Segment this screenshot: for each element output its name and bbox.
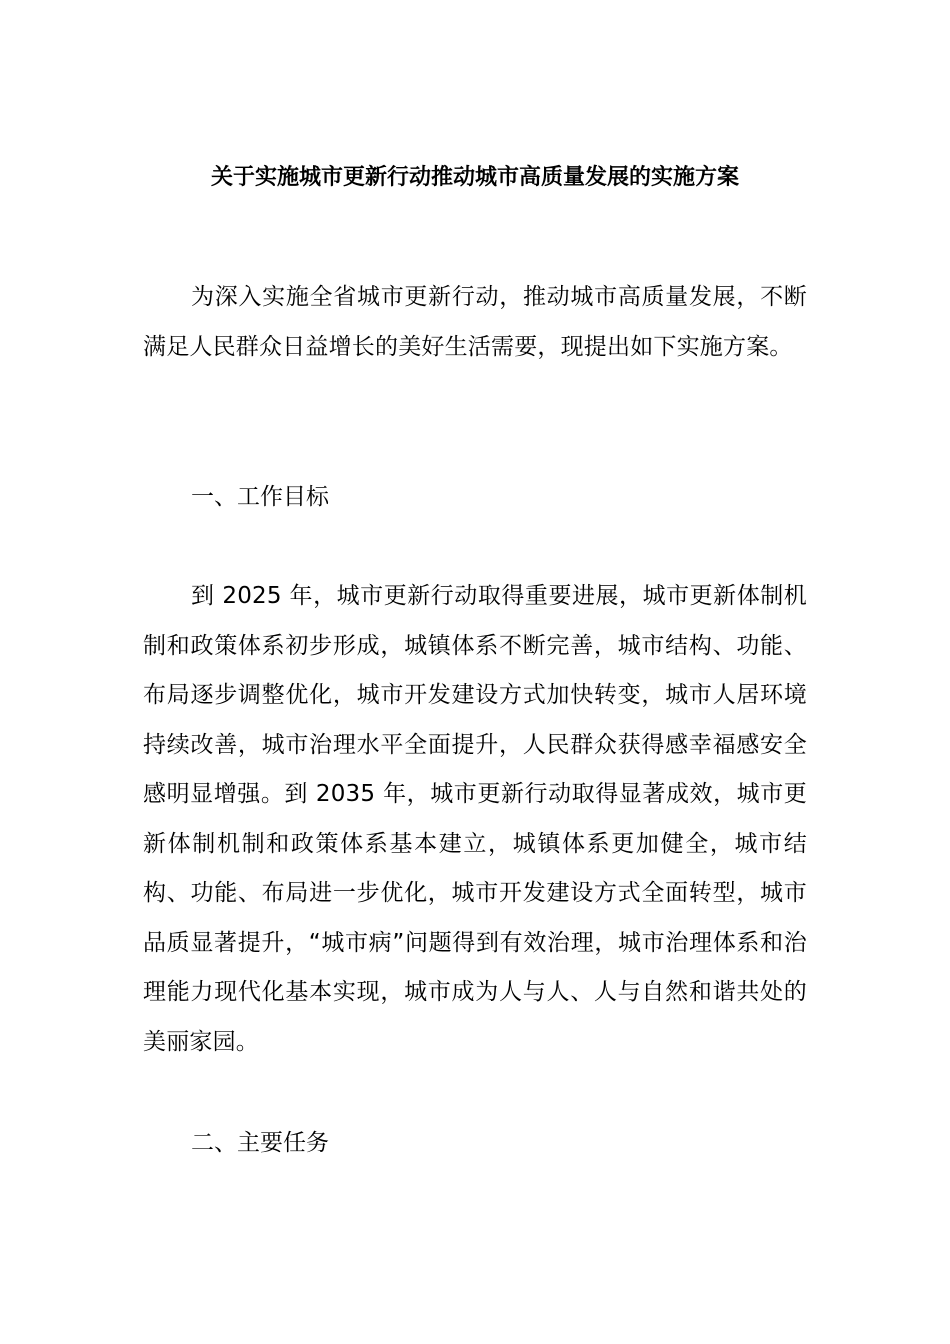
document-title: 关于实施城市更新行动推动城市高质量发展的实施方案	[210, 165, 739, 190]
goals-paragraph: 到 2025 年，城市更新行动取得重要进展，城市更新体制机制和政策体系初步形成，城镇体系不断完善，城市结构、功能、布局逐步调整优化，城市开发建设方式加快转变，城市人居环境持续改善，城市治理水平全面提升，人民群众获得感幸福感安全感明显增强。到 2035 年，城市更新行动取得显著成效，城市更新体制机制和政策体系基本建立，城镇体系更加健全，城市结构、功能、布局进一步优化，城市开发建设方式全面转型，城市品质显著提升，“城市病”问题得到有效治理，城市治理体系和治理能力现代化基本实现，城市成为人与人、人与自然和谐共处的美丽家园。	[143, 583, 807, 1055]
intro-paragraph: 为深入实施全省城市更新行动，推动城市高质量发展，不断满足人民群众日益增长的美好生活需要，现提出如下实施方案。	[143, 284, 807, 360]
section-heading-tasks: 二、主要任务	[191, 1130, 329, 1156]
section-heading-goals: 一、工作目标	[191, 484, 329, 510]
